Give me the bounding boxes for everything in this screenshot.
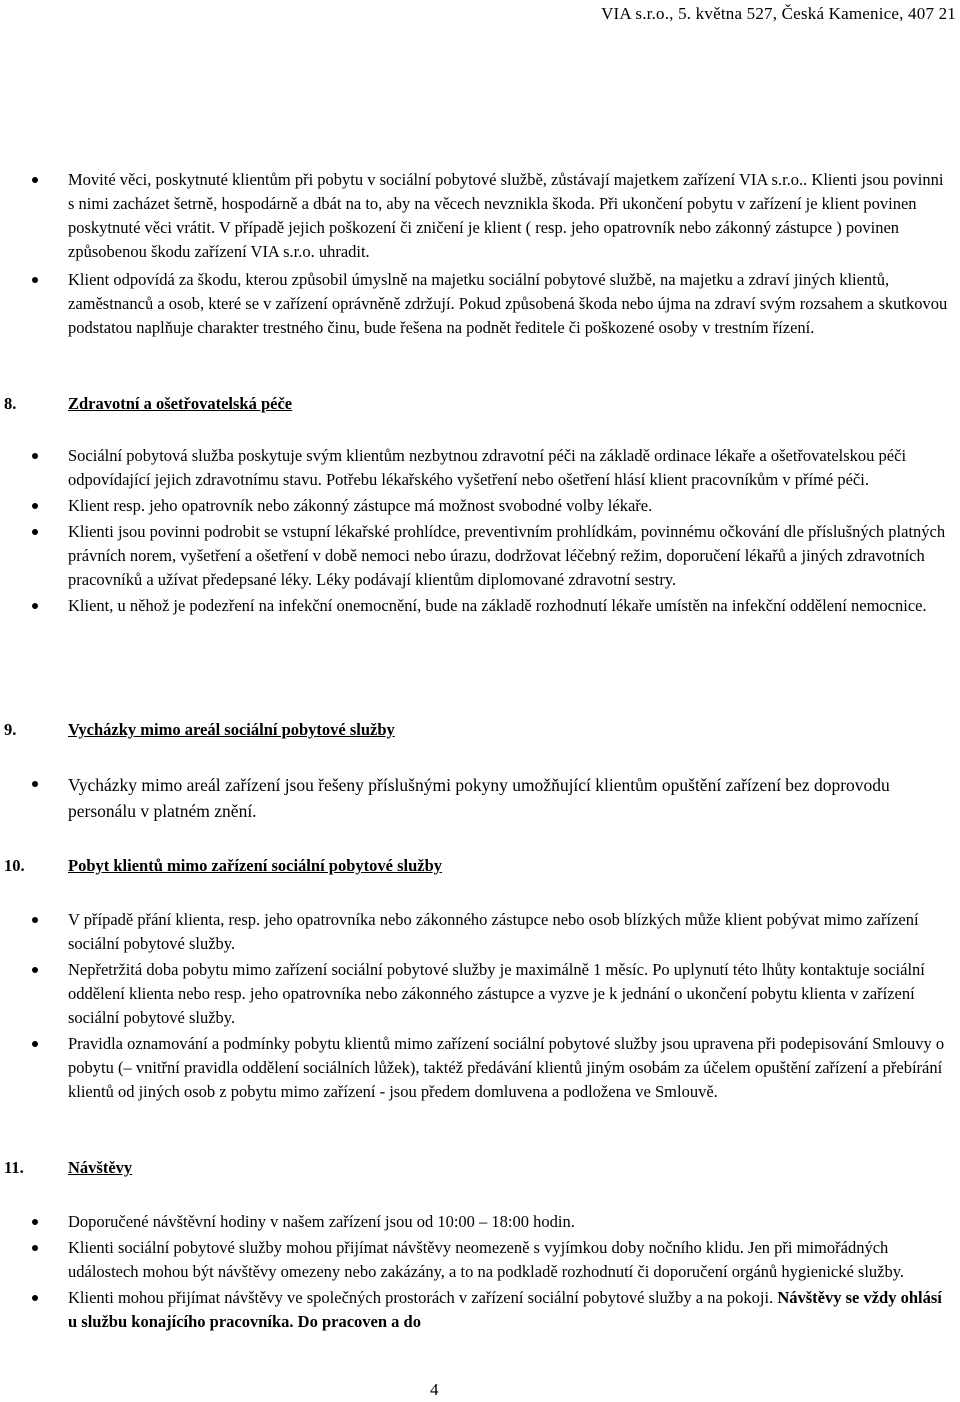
bullet-icon (32, 781, 38, 787)
bullet-icon (32, 1041, 38, 1047)
list-item: Klienti mohou přijímat návštěvy ve společných prostorách v zařízení sociální pobytové služby a na pokoji. Návštěvy se vždy ohlásí u službu konajícího pracovníka. Do pracoven a do (0, 1286, 950, 1334)
list-item: Klient odpovídá za škodu, kterou způsobil úmyslně na majetku sociální pobytové službě, na majetku a zdraví jiných klientů, zaměstnanců a osob, které se v zařízení oprávněně zdržují. Pokud způsobená škoda nebo újma na zdraví svým rozsahem a skutkovou podstatou naplňuje charakter trestného činu, bude řešena na podnět ředitele či poškozené osoby v trestním řízení. (0, 268, 950, 340)
bullet-icon (32, 1245, 38, 1251)
bullet-icon (32, 503, 38, 509)
intro-list (0, 168, 950, 340)
section-heading-8: 8. Zdravotní a ošetřovatelská péče (4, 394, 293, 413)
bullet-icon (32, 1219, 38, 1225)
bullet-icon (32, 177, 38, 183)
list-item: Doporučené návštěvní hodiny v našem zařízení jsou od 10:00 – 18:00 hodin. (0, 1210, 950, 1234)
section-heading-9: 9. Vycházky mimo areál sociální pobytové služby (4, 720, 395, 739)
section-10-list (0, 908, 950, 1104)
section-9-list (0, 772, 950, 824)
page-number: 4 (430, 1380, 439, 1399)
list-item: Vycházky mimo areál zařízení jsou řešeny příslušnými pokyny umožňující klientům opuštění zařízení bez doprovodu personálu v platném znění. (0, 772, 950, 824)
list-item: V případě přání klienta, resp. jeho opatrovníka nebo zákonného zástupce nebo osob blízkých může klient pobývat mimo zařízení sociální pobytové služby. (0, 908, 950, 956)
page-header: VIA s.r.o., 5. května 527, Česká Kamenice, 407 21 (601, 4, 956, 23)
list-item: Nepřetržitá doba pobytu mimo zařízení sociální pobytové služby je maximálně 1 měsíc. Po uplynutí této lhůty kontaktuje sociální oddělení klienta nebo resp. jeho opatrovníka nebo zákonného zástupce a vyzve je k jednání o ukončení pobytu klienta v zařízení sociální pobytové služby. (0, 958, 950, 1030)
list-item: Klient, u něhož je podezření na infekční onemocnění, bude na základě rozhodnutí lékaře umístěn na infekční oddělení nemocnice. (0, 594, 950, 618)
bullet-icon (32, 453, 38, 459)
section-8-list (0, 444, 950, 618)
bullet-icon (32, 529, 38, 535)
bullet-icon (32, 277, 38, 283)
bullet-icon (32, 1295, 38, 1301)
list-item: Movité věci, poskytnuté klientům při pobytu v sociální pobytové službě, zůstávají majetkem zařízení VIA s.r.o.. Klienti jsou povinni s nimi zacházet šetrně, hospodárně a dbát na to, aby na věcech nevznikla škoda. Při ukončení pobytu v zařízení je klient povinen poskytnuté věci vrátit. V případě jejich poškození či zničení je klient ( resp. jeho opatrovník nebo zákonný zástupce ) povinen způsobenou škodu zařízení VIA s.r.o. uhradit. (0, 168, 950, 264)
section-heading-11: 11. Návštěvy (4, 1158, 133, 1177)
list-item: Klient resp. jeho opatrovník nebo zákonný zástupce má možnost svobodné volby lékaře. (0, 494, 950, 518)
section-heading-10: 10. Pobyt klientů mimo zařízení sociální pobytové služby (4, 856, 443, 875)
list-item: Klienti jsou povinni podrobit se vstupní lékařské prohlídce, preventivním prohlídkám, povinnému očkování dle příslušných platných právních norem, vyšetření a ošetření v době nemoci nebo úrazu, dodržovat léčebný režim, doporučení lékařů a jiných zdravotních pracovníků a užívat předepsané léky. Léky podávají klientům diplomované zdravotní sestry. (0, 520, 950, 592)
list-item: Sociální pobytová služba poskytuje svým klientům nezbytnou zdravotní péči na základě ordinace lékaře a ošetřovatelskou péči odpovídající jejich zdravotnímu stavu. Potřebu lékařského vyšetření nebo ošetření hlásí klient pracovníkům v přímé péči. (0, 444, 950, 492)
bullet-icon (32, 603, 38, 609)
bullet-icon (32, 917, 38, 923)
list-item: Pravidla oznamování a podmínky pobytu klientů mimo zařízení sociální pobytové služby jsou upravena při podepisování Smlouvy o pobytu (– vnitřní pravidla oddělení sociálních lůžek), taktéž předávání klientů jiným osobám za účelem opuštění zařízení a přebírání klientů od jiných osob z pobytu mimo zařízení - jsou předem domluvena a podložena ve Smlouvě. (0, 1032, 950, 1104)
bullet-icon (32, 967, 38, 973)
bold-notice: Návštěvy se vždy ohlásí u službu konajícího pracovníka. Do pracoven a do (68, 1288, 942, 1331)
section-11-list (0, 1210, 950, 1334)
list-item: Klienti sociální pobytové služby mohou přijímat návštěvy neomezeně s vyjímkou doby nočního klidu. Jen při mimořádných událostech mohou být návštěvy omezeny nebo zakázány, a to na podkladě rozhodnutí či doporučení orgánů hygienické služby. (0, 1236, 950, 1284)
